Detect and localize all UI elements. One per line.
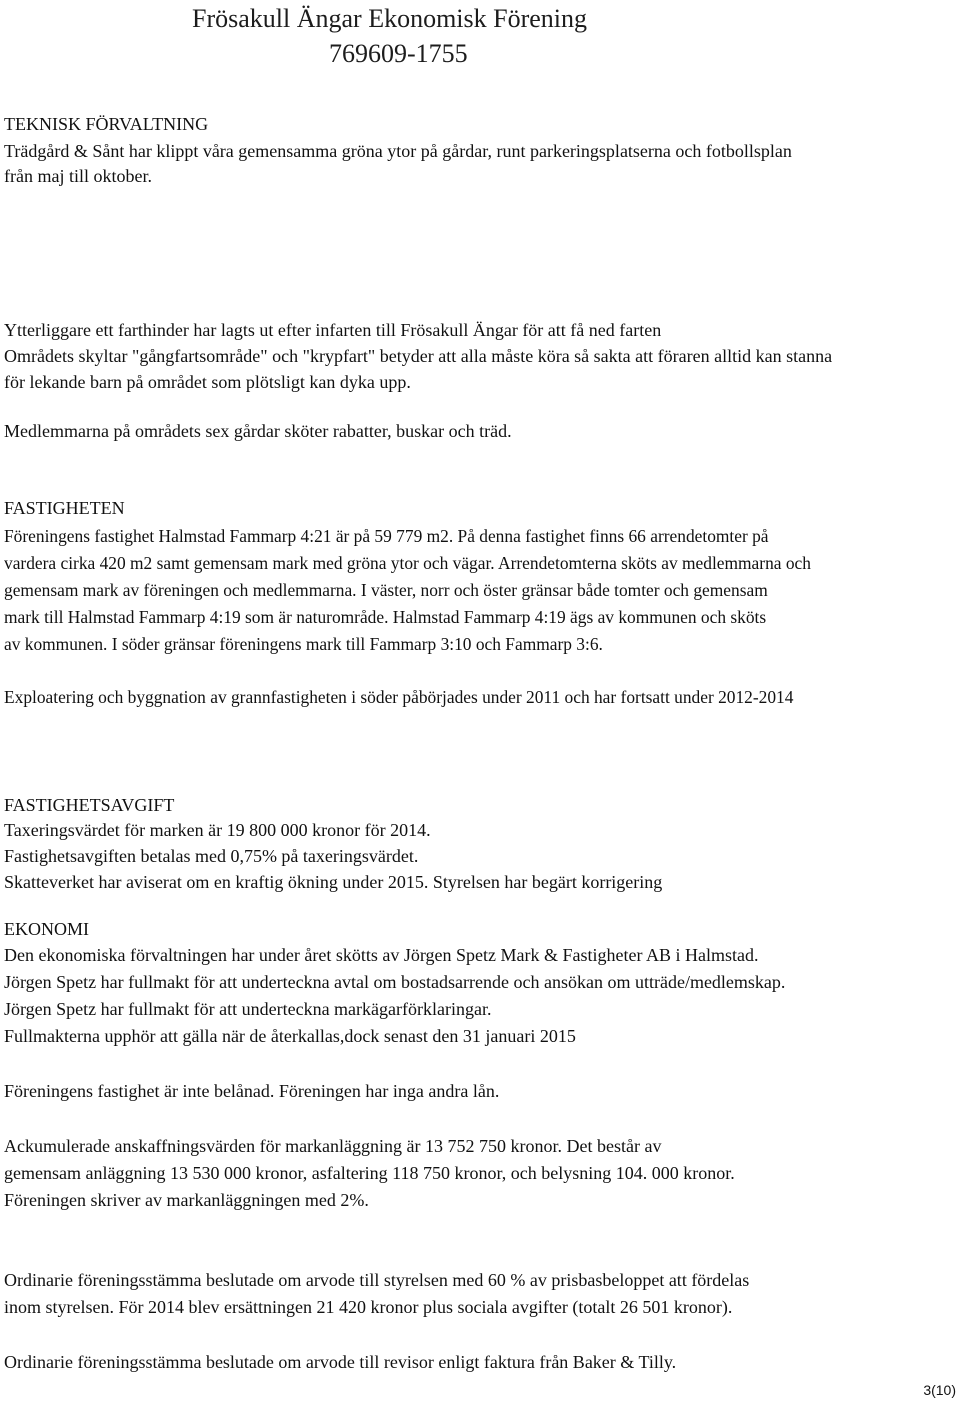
- styrelse-line: Ordinarie föreningsstämma beslutade om arvode till styrelsen med 60 % av prisbasbeloppet att fördelas: [4, 1270, 750, 1290]
- ekonomi-line: Den ekonomiska förvaltningen har under året skötts av Jörgen Spetz Mark & Fastigheter AB i Halmstad.: [4, 945, 759, 965]
- teknisk-line: Trädgård & Sånt har klippt våra gemensamma gröna ytor på gårdar, runt parkeringsplatserna och fotbollsplan: [4, 141, 792, 161]
- ekonomi-heading: EKONOMI: [4, 919, 89, 939]
- avgift-line: Skatteverket har aviserat om en kraftig ökning under 2015. Styrelsen har begärt korrigering: [4, 872, 663, 892]
- ack-line: Ackumulerade anskaffningsvärden för markanläggning är 13 752 750 kronor. Det består av: [4, 1136, 662, 1156]
- avgift-line: Taxeringsvärdet för marken är 19 800 000 kronor för 2014.: [4, 820, 431, 840]
- traffic-line: för lekande barn på området som plötsligt kan dyka upp.: [4, 372, 411, 392]
- document-title: Frösakull Ängar Ekonomisk Förening: [192, 4, 588, 33]
- fastigheten-line: mark till Halmstad Fammarp 4:19 som är naturområde. Halmstad Fammarp 4:19 ägs av kommunen och sköts: [4, 607, 767, 627]
- fastigheten-heading: FASTIGHETEN: [4, 498, 125, 518]
- org-number: 769609-1755: [329, 39, 468, 68]
- fastigheten-line: av kommunen. I söder gränsar föreningens mark till Fammarp 3:10 och Fammarp 3:6.: [4, 634, 603, 654]
- fastigheten-line: gemensam mark av föreningen och medlemmarna. I väster, norr och öster gränsar både tomter och gemensam: [4, 580, 768, 600]
- avgift-heading: FASTIGHETSAVGIFT: [4, 795, 175, 815]
- traffic-line: Ytterliggare ett farthinder har lagts ut efter infarten till Frösakull Ängar för att få ned farten: [4, 320, 662, 340]
- revisor-line: Ordinarie föreningsstämma beslutade om arvode till revisor enligt faktura från Baker & Tilly.: [4, 1352, 677, 1372]
- teknisk-line: från maj till oktober.: [4, 166, 152, 186]
- traffic-line: Områdets skyltar "gångfartsområde" och "krypfart" betyder att alla måste köra så sakta att föraren alltid kan stanna: [4, 346, 833, 366]
- exploatering-line: Exploatering och byggnation av grannfastigheten i söder påbörjades under 2011 och har fortsatt under 2012-2014: [4, 687, 794, 707]
- ekonomi-line: Jörgen Spetz har fullmakt för att underteckna markägarförklaringar.: [4, 999, 492, 1019]
- ekonomi-line: Jörgen Spetz har fullmakt för att underteckna avtal om bostadsarrende och ansökan om utträde/medlemskap.: [4, 972, 786, 992]
- loan-line: Föreningens fastighet är inte belånad. Föreningen har inga andra lån.: [4, 1081, 500, 1101]
- styrelse-line: inom styrelsen. För 2014 blev ersättningen 21 420 kronor plus sociala avgifter (totalt 26 501 kronor).: [4, 1297, 733, 1317]
- ekonomi-line: Fullmakterna upphör att gälla när de återkallas,dock senast den 31 januari 2015: [4, 1026, 576, 1046]
- fastigheten-line: vardera cirka 420 m2 samt gemensam mark med gröna ytor och vägar. Arrendetomterna sköts av medlemmarna och: [4, 553, 811, 573]
- avgift-line: Fastighetsavgiften betalas med 0,75% på taxeringsvärdet.: [4, 846, 419, 866]
- ack-line: Föreningen skriver av markanläggningen med 2%.: [4, 1190, 369, 1210]
- teknisk-heading: TEKNISK FÖRVALTNING: [4, 114, 209, 134]
- ack-line: gemensam anläggning 13 530 000 kronor, asfaltering 118 750 kronor, och belysning 104. 000 kronor.: [4, 1163, 735, 1183]
- fastigheten-line: Föreningens fastighet Halmstad Fammarp 4:21 är på 59 779 m2. På denna fastighet finns 66 arrendetomter på: [4, 526, 769, 546]
- members-line: Medlemmarna på områdets sex gårdar sköter rabatter, buskar och träd.: [4, 421, 512, 441]
- page-number: 3(10): [923, 1382, 956, 1398]
